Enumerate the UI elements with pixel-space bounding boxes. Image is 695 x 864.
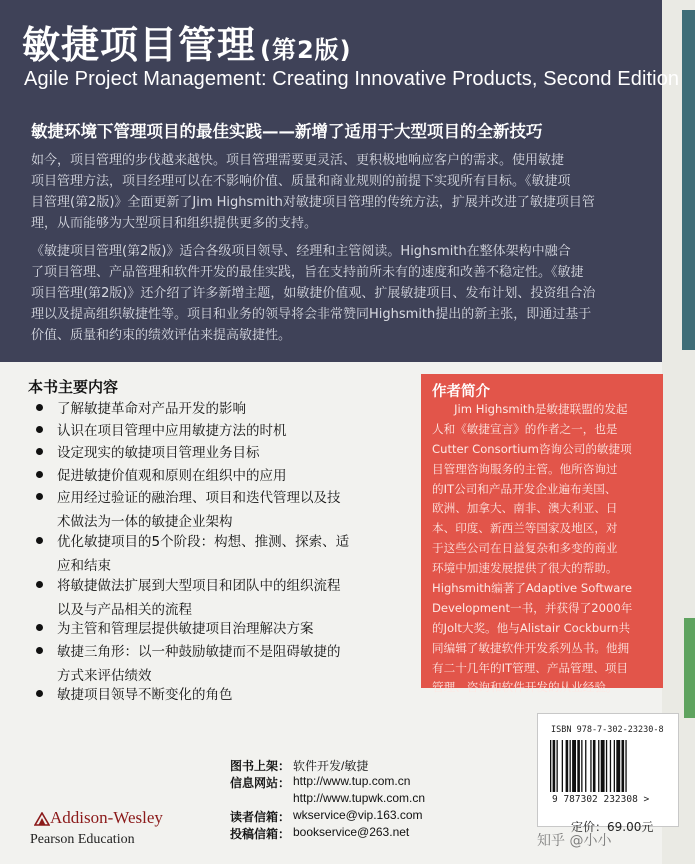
list-item — [36, 464, 287, 484]
teal-edge — [682, 10, 695, 350]
bullet-icon — [36, 448, 43, 455]
desc-line: 如今，项目管理的步伐越来越快。项目管理需要更灵活、更积极地响应客户的需求。使用敏捷 — [31, 153, 565, 168]
list-item-text: 促进敏捷价值观和原则在组织中的应用 — [57, 468, 287, 484]
bullet-icon — [36, 537, 43, 544]
bio-line: Jim Highsmith是敏捷联盟的发起 — [432, 402, 628, 416]
description-paragraph-2 — [31, 241, 595, 346]
reader-email[interactable]: wkservice@vip.163.com — [293, 808, 423, 822]
list-item-text-cont: 以及与产品相关的流程 — [57, 602, 192, 618]
desc-line: 理，从而能够为大型项目和组织提供更多的支持。 — [31, 216, 318, 231]
author-bio — [432, 400, 632, 698]
website-link-2[interactable]: http://www.tupwk.com.cn — [293, 791, 426, 805]
bullet-icon — [36, 690, 43, 697]
price-label: 定价：69.00元 — [571, 820, 654, 834]
bullet-icon — [36, 426, 43, 433]
submit-email-label: 投稿信箱： — [230, 827, 291, 841]
book-subtitle: 敏捷环境下管理项目的最佳实践——新增了适用于大型项目的全新技巧 — [31, 122, 543, 141]
list-item-text: 优化敏捷项目的5个阶段：构想、推测、探索、适 — [57, 534, 350, 550]
bio-line: 管理、咨询和软件开发的从业经验。 — [432, 680, 618, 695]
bio-line: 环境中加速发展提供了很大的帮助。 — [432, 561, 618, 576]
bio-line: 有二十几年的IT管理、产品管理、项目 — [432, 660, 629, 675]
publisher-logo-icon — [34, 812, 50, 826]
bullet-icon — [36, 647, 43, 654]
list-item — [36, 530, 349, 574]
desc-line: 《敏捷项目管理(第2版)》适合各级项目领导、经理和主管阅读。Highsmith在整体架构中融合 — [31, 244, 571, 259]
list-item-text: 设定现实的敏捷项目管理业务目标 — [57, 445, 260, 461]
author-heading: 作者简介 — [432, 384, 490, 400]
bio-line: 本、印度、新西兰等国家及地区，对 — [432, 521, 618, 536]
green-edge-bar — [684, 618, 695, 718]
list-item-text: 应用经过验证的融治理、项目和迭代管理以及技 — [57, 490, 341, 506]
list-item-text: 将敏捷做法扩展到大型项目和团队中的组织流程 — [57, 578, 341, 594]
list-item-text: 认识在项目管理中应用敏捷方法的时机 — [57, 423, 287, 439]
list-item-text: 敏捷项目领导不断变化的角色 — [57, 687, 233, 703]
contents-heading: 本书主要内容 — [28, 378, 119, 396]
title-cn-text: 敏捷项目管理 — [22, 23, 257, 67]
bio-line: 同编辑了敏捷软件开发系列丛书。他拥 — [432, 640, 630, 655]
website-label: 信息网站： — [230, 776, 291, 790]
publisher-name: Addison-Wesley — [50, 808, 163, 827]
list-item — [36, 419, 287, 439]
isbn-label: ISBN 978-7-302-23230-8 — [551, 725, 664, 735]
bullet-icon — [36, 471, 43, 478]
desc-line: 了项目管理、产品管理和软件开发的最佳实践，旨在支持前所未有的速度和改善不稳定性。《敏捷 — [31, 265, 584, 280]
bio-line: 人和《敏捷宣言》的作者之一，也是 — [432, 421, 618, 436]
book-title-en: Agile Project Management: Creating Innovative Products, Second Edition — [24, 68, 680, 90]
bio-line: 的Jolt大奖。他与Alistair Cockburn共 — [432, 620, 631, 635]
bullet-icon — [36, 581, 43, 588]
bio-line: Development一书，并获得了2000年 — [432, 600, 633, 615]
desc-line: 项目管理方法，项目经理可以在不影响价值、质量和商业规则的前提下实现所有目标。《敏捷项 — [31, 174, 571, 189]
bullet-icon — [36, 624, 43, 631]
list-item-text-cont: 应和结束 — [57, 558, 111, 574]
list-item-text-cont: 方式来评估绩效 — [57, 668, 152, 684]
bio-line: 目管理咨询服务的主管。他所咨询过 — [432, 461, 618, 476]
barcode-digits: 9 787302 232308 > — [552, 794, 650, 805]
list-item — [36, 617, 314, 637]
website-link-1[interactable]: http://www.tup.com.cn — [293, 774, 411, 788]
shelf-label: 图书上架： — [230, 759, 291, 773]
list-item-text-cont: 术做法为一体的敏捷企业架构 — [57, 514, 233, 530]
list-item-text: 为主管和管理层提供敏捷项目治理解决方案 — [57, 621, 314, 637]
watermark-text: 知乎 @小小 — [537, 833, 612, 849]
desc-line: 价值、质量和约束的绩效评估来提高敏捷性。 — [31, 328, 292, 343]
list-item-text: 了解敏捷革命对产品开发的影响 — [57, 401, 246, 417]
barcode-icon — [548, 740, 672, 792]
bio-line: Cutter Consortium咨询公司的敏捷项 — [432, 441, 632, 456]
shelf-value: 软件开发/敏捷 — [293, 759, 369, 773]
bio-line: Highsmith编著了Adaptive Software — [432, 581, 632, 596]
list-item — [36, 574, 341, 618]
bullet-icon — [36, 404, 43, 411]
bio-line: 于这些公司在日益复杂和多变的商业 — [432, 541, 618, 556]
book-title-cn — [22, 14, 352, 69]
submit-email[interactable]: bookservice@263.net — [293, 825, 410, 839]
list-item — [36, 683, 233, 703]
list-item — [36, 486, 341, 530]
desc-line: 目管理(第2版)》全面更新了Jim Highsmith对敏捷项目管理的传统方法，扩展并改进了敏捷项目管 — [31, 195, 595, 210]
list-item — [36, 441, 260, 461]
list-item-text: 敏捷三角形：以一种鼓励敏捷而不是阻碍敏捷的 — [57, 644, 341, 660]
list-item — [36, 640, 341, 684]
reader-email-label: 读者信箱： — [230, 810, 291, 824]
bio-line: 欧洲、加拿大、南非、澳大利亚、日 — [432, 501, 618, 516]
desc-line: 理以及提高组织敏捷性等。项目和业务的领导将会非常赞同Highsmith提出的新主张，即通过基于 — [31, 307, 592, 322]
desc-line: 项目管理(第2版)》还介绍了许多新增主题，如敏捷价值观、扩展敏捷项目、发布计划、投资组合治 — [31, 286, 596, 301]
publisher-subname: Pearson Education — [30, 832, 135, 847]
description-paragraph-1 — [31, 150, 595, 234]
edition-label: (第2版) — [260, 36, 352, 64]
list-item — [36, 397, 246, 417]
bullet-icon — [36, 493, 43, 500]
bio-line: 的IT公司和产品开发企业遍布美国、 — [432, 481, 617, 496]
